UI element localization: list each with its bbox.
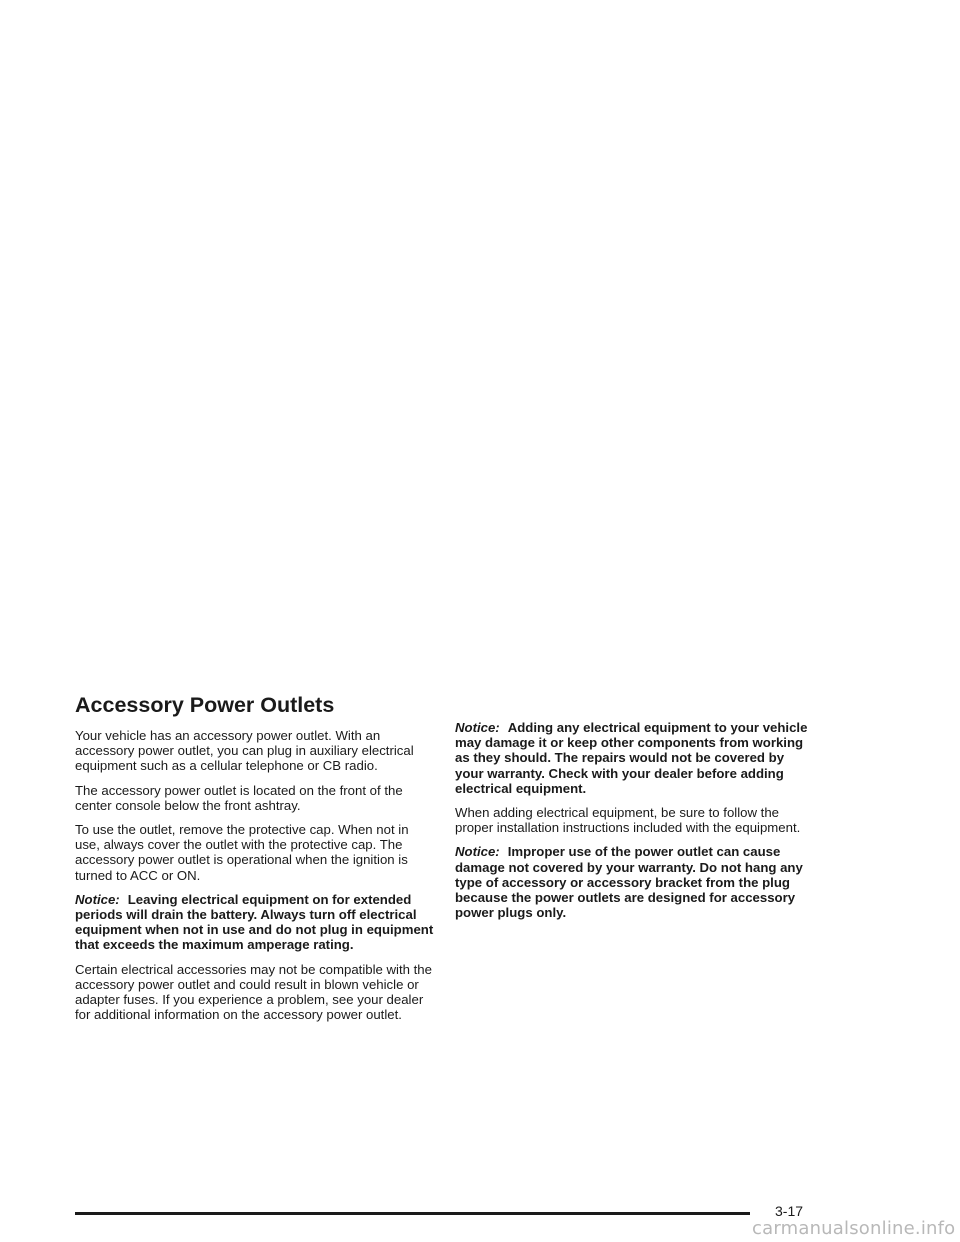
notice-text: Adding any electrical equipment to your vehicle may damage it or keep other components from working as they should. The repairs would not be covered by your warranty. Check with your dealer before adding electrical equipment.	[455, 720, 808, 796]
location-paragraph: The accessory power outlet is located on the front of the center console below the front ashtray.	[75, 782, 403, 813]
section-title: Accessory Power Outlets	[75, 693, 335, 717]
notice-label: Notice:	[455, 720, 500, 735]
notice-battery	[75, 892, 435, 953]
notice-text: Leaving electrical equipment on for extended periods will drain the battery. Always turn off electrical equipment when not in use and do not plug in equipment that exceeds the maximum amperage rating.	[75, 891, 434, 953]
notice-label: Notice:	[75, 891, 120, 907]
right-column	[455, 720, 815, 929]
installation-paragraph: When adding electrical equipment, be sure to follow the proper installation instructions included with the equipment.	[455, 805, 801, 836]
watermark: carmanualsonline.info	[752, 1218, 956, 1239]
usage-paragraph: To use the outlet, remove the protective cap. When not in use, always cover the outlet with the protective cap. The accessory power outlet is operational when the ignition is turned to ACC or ON.	[75, 822, 409, 883]
compatibility-paragraph: Certain electrical accessories may not be compatible with the accessory power outlet and could result in blown vehicle or adapter fuses. If you experience a problem, see your dealer for additional information on the accessory power outlet.	[75, 961, 432, 1023]
left-column	[75, 692, 435, 1031]
footer-rule	[75, 1212, 750, 1215]
page-number: 3-17	[775, 1203, 804, 1219]
notice-improper-use	[455, 844, 815, 920]
notice-text: Improper use of the power outlet can cause damage not covered by your warranty. Do not hang any type of accessory or accessory bracket from the plug because the power outlets are designed for accessory power plugs only.	[455, 844, 803, 921]
intro-paragraph: Your vehicle has an accessory power outlet. With an accessory power outlet, you can plug in auxiliary electrical equipment such as a cellular telephone or CB radio.	[75, 728, 414, 774]
notice-label: Notice:	[455, 844, 500, 860]
notice-warranty	[455, 720, 815, 796]
